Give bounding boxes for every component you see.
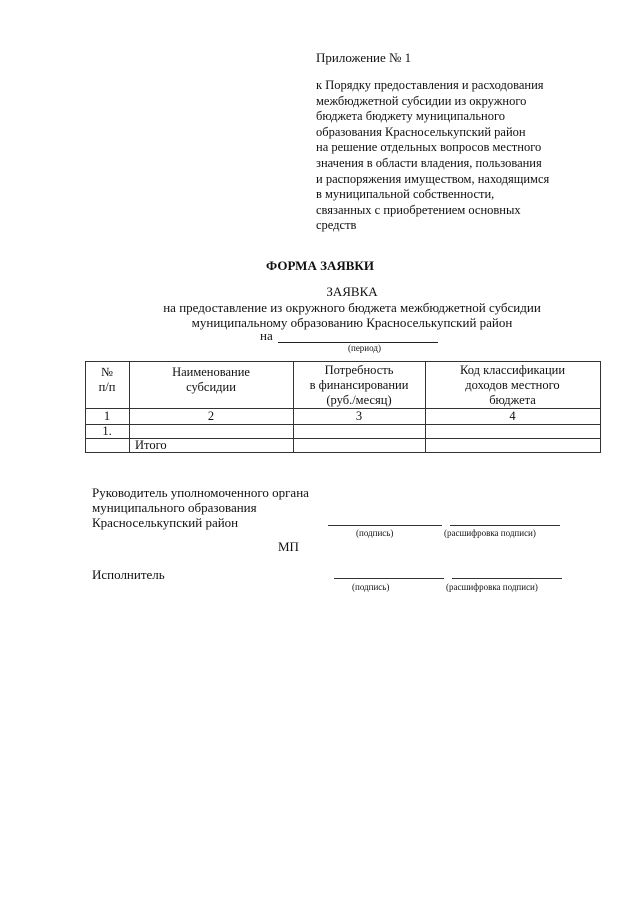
header-need-line: Потребность [324, 363, 394, 377]
table-border-right [600, 361, 601, 453]
header-code-line: бюджета [489, 393, 536, 407]
preamble-line: и распоряжения имуществом, находящимся [316, 171, 550, 186]
application-title: ЗАЯВКА [326, 284, 378, 299]
head-decoding-line [450, 525, 560, 526]
appendix-preamble [316, 78, 616, 234]
index-cell: 1 [103, 409, 111, 423]
executor-decoding-caption: (расшифровка подписи) [446, 582, 538, 592]
executor-decoding-line [452, 578, 562, 579]
header-financing-need [293, 363, 425, 408]
head-signature-caption: (подпись) [356, 528, 394, 538]
header-number-line: № [101, 365, 113, 379]
preamble-line: межбюджетной субсидии из окружного [316, 93, 527, 108]
period-caption: (период) [348, 343, 381, 353]
head-title-line: муниципального образования [92, 500, 257, 515]
header-code-line: доходов местного [465, 378, 560, 392]
header-code-line: Код классификации [459, 363, 566, 377]
index-cell: 3 [355, 409, 363, 423]
preamble-line: связанных с приобретением основных [316, 202, 521, 217]
table-border-top [85, 361, 601, 362]
period-row [260, 328, 273, 344]
table-row-divider [85, 424, 601, 425]
header-name-line: Наименование [172, 365, 250, 379]
preamble-line: на решение отдельных вопросов местного [316, 140, 542, 155]
preamble-line: бюджета бюджету муниципального [316, 109, 506, 124]
index-cell: 4 [509, 409, 516, 423]
head-title-line: Красноселькупский район [92, 515, 239, 530]
header-need-line: в финансировании [309, 378, 409, 392]
preamble-line: средств [316, 218, 357, 233]
preamble-line: к Порядку предоставления и расходования [316, 78, 544, 92]
form-title: ФОРМА ЗАЯВКИ [266, 258, 374, 273]
header-need-line: (руб./месяц) [326, 393, 392, 407]
stamp-place: МП [278, 539, 299, 554]
period-prefix: на [260, 328, 273, 343]
executor-signature-line [334, 578, 444, 579]
header-name-line: субсидии [186, 380, 236, 394]
index-cell: 2 [207, 409, 215, 423]
head-title-line: Руководитель уполномоченного органа [92, 485, 309, 500]
executor-signature-caption: (подпись) [352, 582, 390, 592]
application-line-1: на предоставление из окружного бюджета межбюджетной субсидии [163, 300, 541, 315]
preamble-line: значения в области владения, пользования [316, 155, 542, 170]
header-subsidy-name [129, 365, 293, 395]
head-signature-line [328, 525, 442, 526]
subsidy-table [85, 361, 601, 453]
row-number-cell: 1. [102, 424, 112, 438]
head-decoding-caption: (расшифровка подписи) [444, 528, 536, 538]
preamble-line: образования Красноселькупский район [316, 124, 526, 139]
application-line-2: муниципальному образованию Красноселькупский район [191, 315, 513, 330]
executor-label: Исполнитель [92, 567, 165, 582]
header-number-line: п/п [98, 380, 116, 394]
appendix-title: Приложение № 1 [316, 50, 412, 65]
total-label: Итого [135, 438, 167, 452]
header-number [85, 365, 129, 395]
preamble-line: в муниципальной собственности, [316, 187, 495, 202]
header-income-code [425, 363, 600, 408]
